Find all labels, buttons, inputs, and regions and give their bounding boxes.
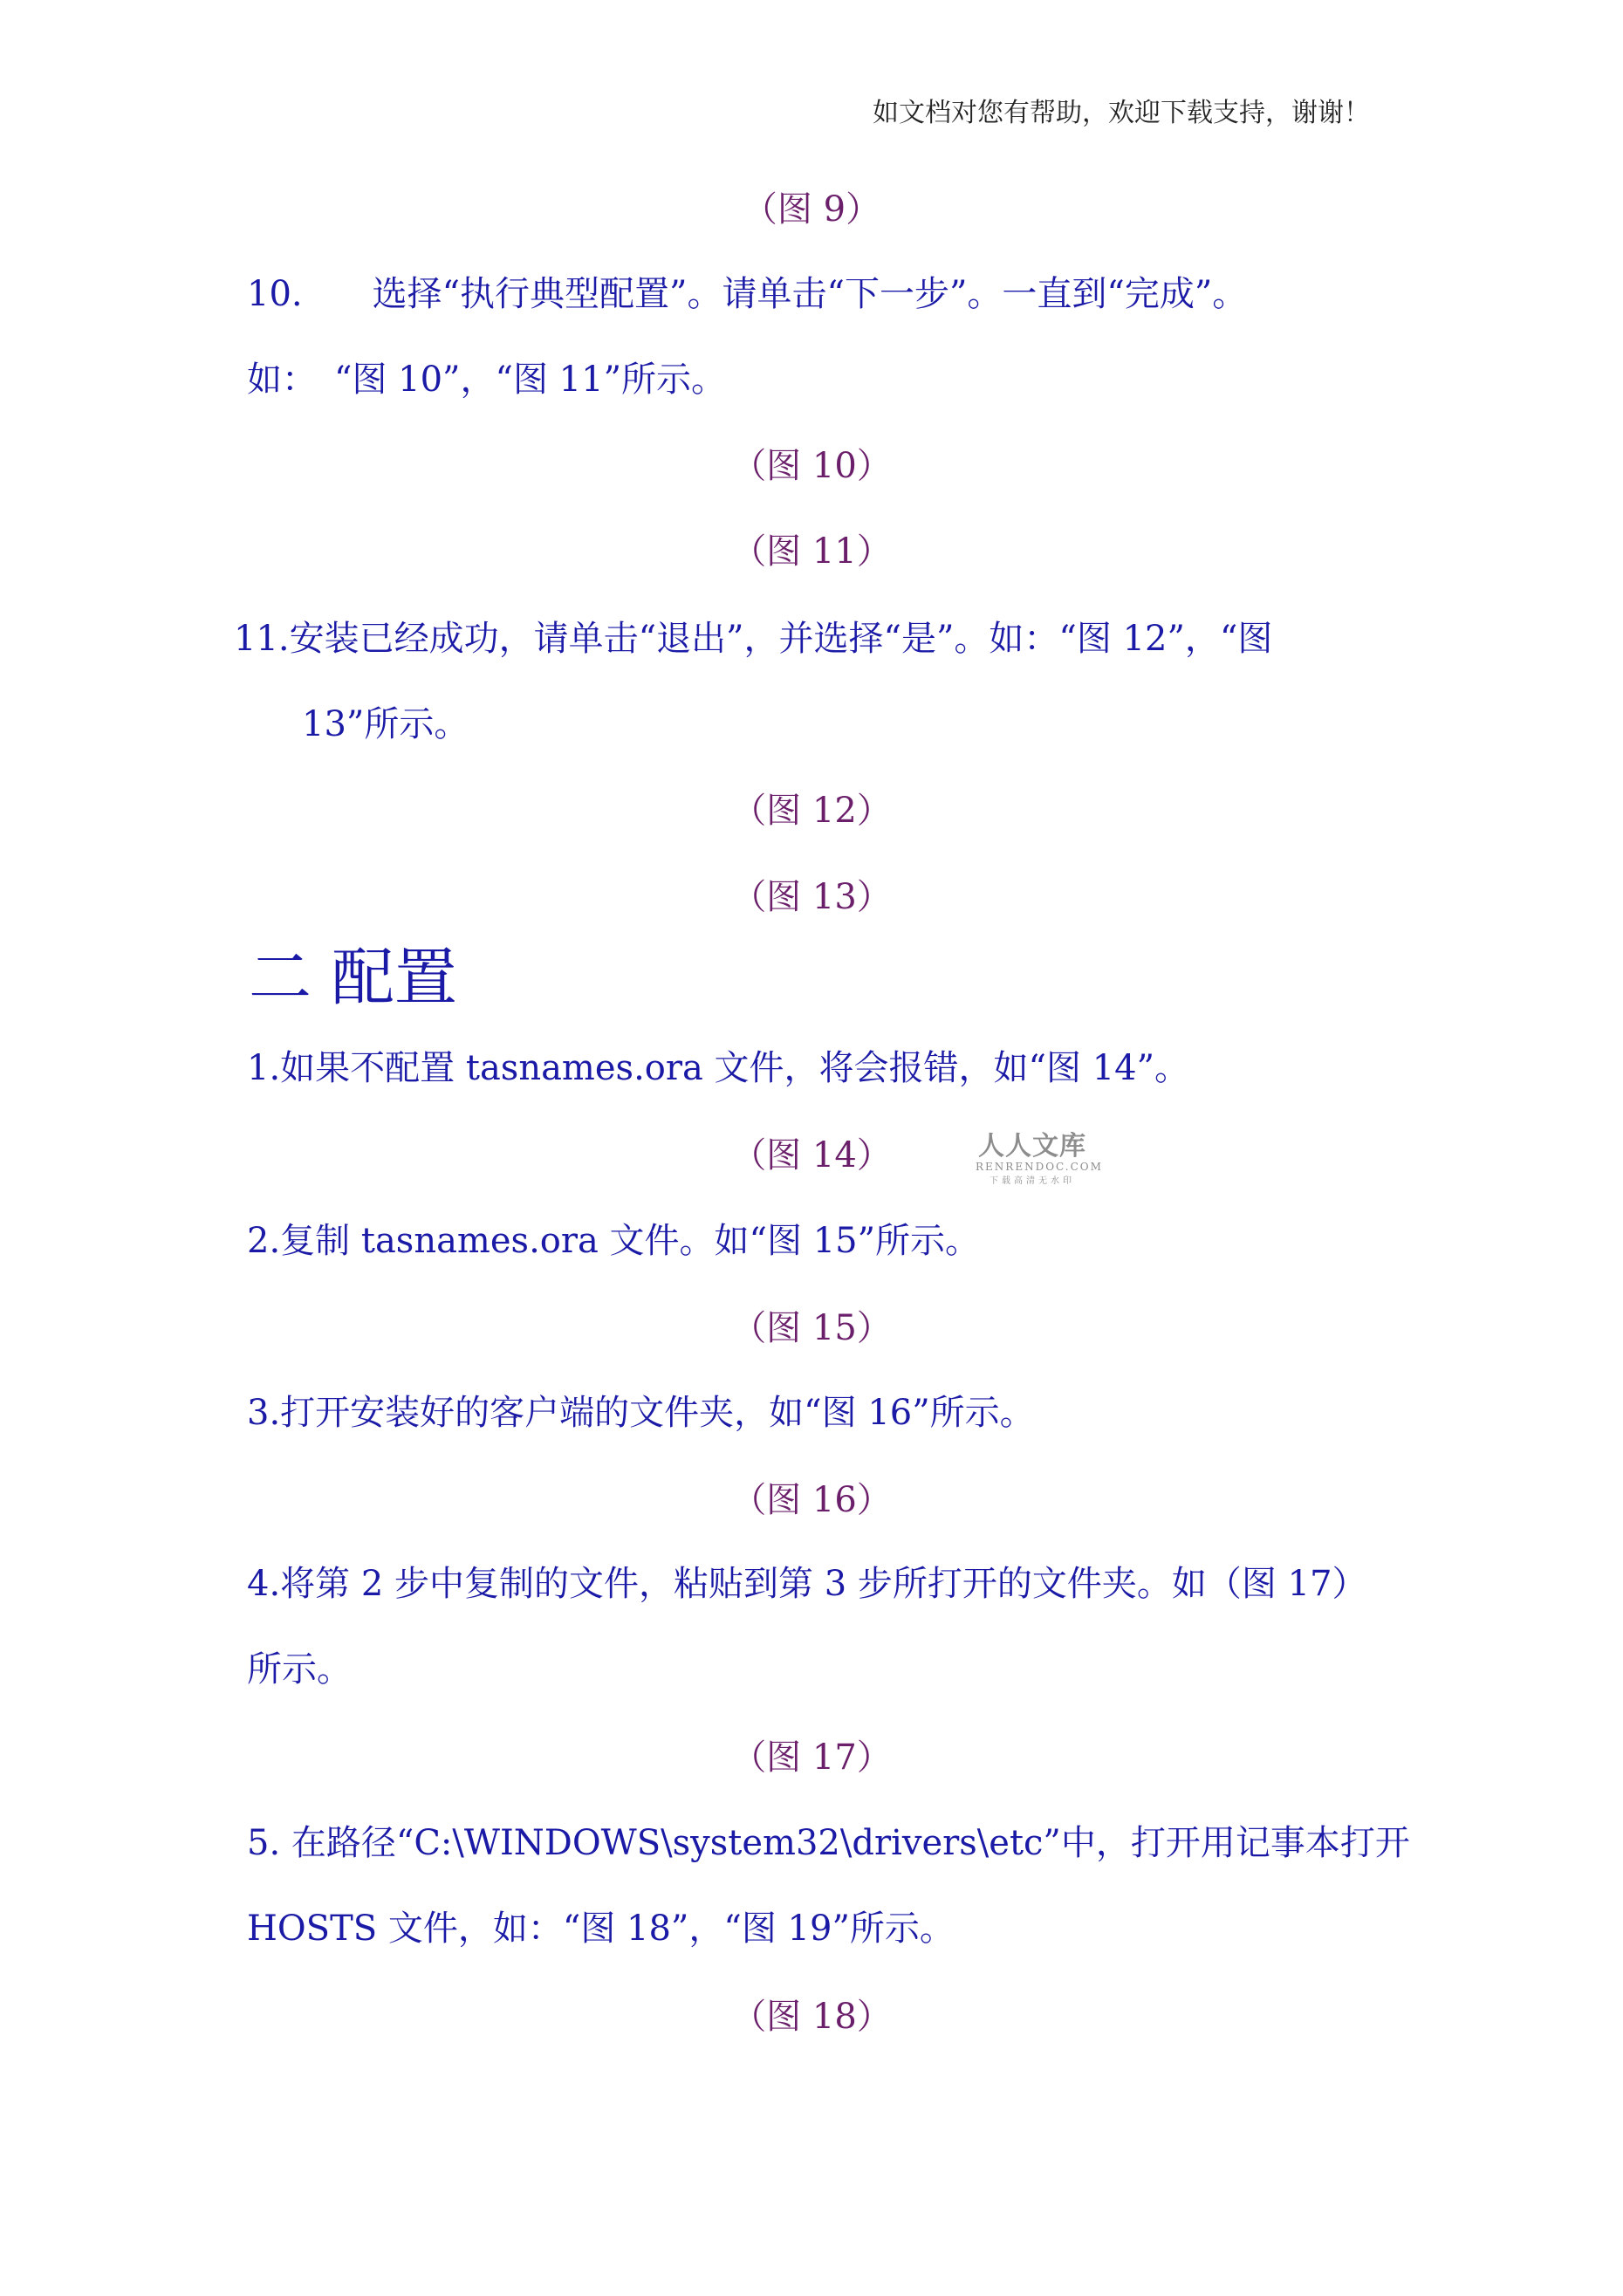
figure-caption-15: （图 15）	[731, 1308, 892, 1348]
figure-caption-13: （图 13）	[731, 877, 892, 917]
step-10-line-1: 10. 选择“执行典型配置”。请单击“下一步”。一直到“完成”。	[247, 274, 1248, 314]
config-step-1: 1.如果不配置 tasnames.ora 文件，将会报错，如“图 14”。	[247, 1048, 1190, 1088]
watermark-tagline: 下载高清无水印	[990, 1176, 1075, 1186]
config-step-4-line-2: 所示。	[247, 1649, 352, 1689]
figure-caption-12: （图 12）	[731, 791, 892, 831]
step-11-line-2: 13”所示。	[302, 704, 469, 744]
config-step-3: 3.打开安装好的客户端的文件夹，如“图 16”所示。	[247, 1393, 1035, 1433]
watermark-logo	[976, 1124, 1103, 1186]
step-11-line-1: 11.安装已经成功，请单击“退出”，并选择“是”。如：“图 12”，“图	[234, 619, 1273, 659]
figure-caption-11: （图 11）	[731, 531, 892, 572]
watermark-title: 人人文库	[978, 1131, 1086, 1162]
figure-caption-14: （图 14）	[731, 1135, 892, 1175]
config-step-2: 2.复制 tasnames.ora 文件。如“图 15”所示。	[247, 1221, 981, 1261]
watermark-domain: RENRENDOC.COM	[976, 1161, 1103, 1173]
config-step-5-line-1: 5. 在路径“C:\WINDOWS\system32\drivers\etc”中，打开用记事本打开	[247, 1823, 1410, 1863]
config-step-5-line-2: HOSTS 文件，如：“图 18”，“图 19”所示。	[247, 1909, 955, 1949]
figure-caption-10: （图 10）	[731, 446, 892, 486]
figure-caption-17: （图 17）	[731, 1737, 892, 1778]
step-10-line-2: 如： “图 10”，“图 11”所示。	[247, 360, 727, 400]
figure-caption-18: （图 18）	[731, 1997, 892, 2037]
section-heading: 二 配置	[249, 941, 457, 1014]
config-step-4-line-1: 4.将第 2 步中复制的文件，粘贴到第 3 步所打开的文件夹。如（图 17）	[247, 1564, 1367, 1604]
figure-caption-16: （图 16）	[731, 1480, 892, 1520]
figure-caption-9: （图 9）	[742, 189, 881, 230]
page-header-note: 如文档对您有帮助，欢迎下载支持，谢谢！	[873, 98, 1370, 128]
